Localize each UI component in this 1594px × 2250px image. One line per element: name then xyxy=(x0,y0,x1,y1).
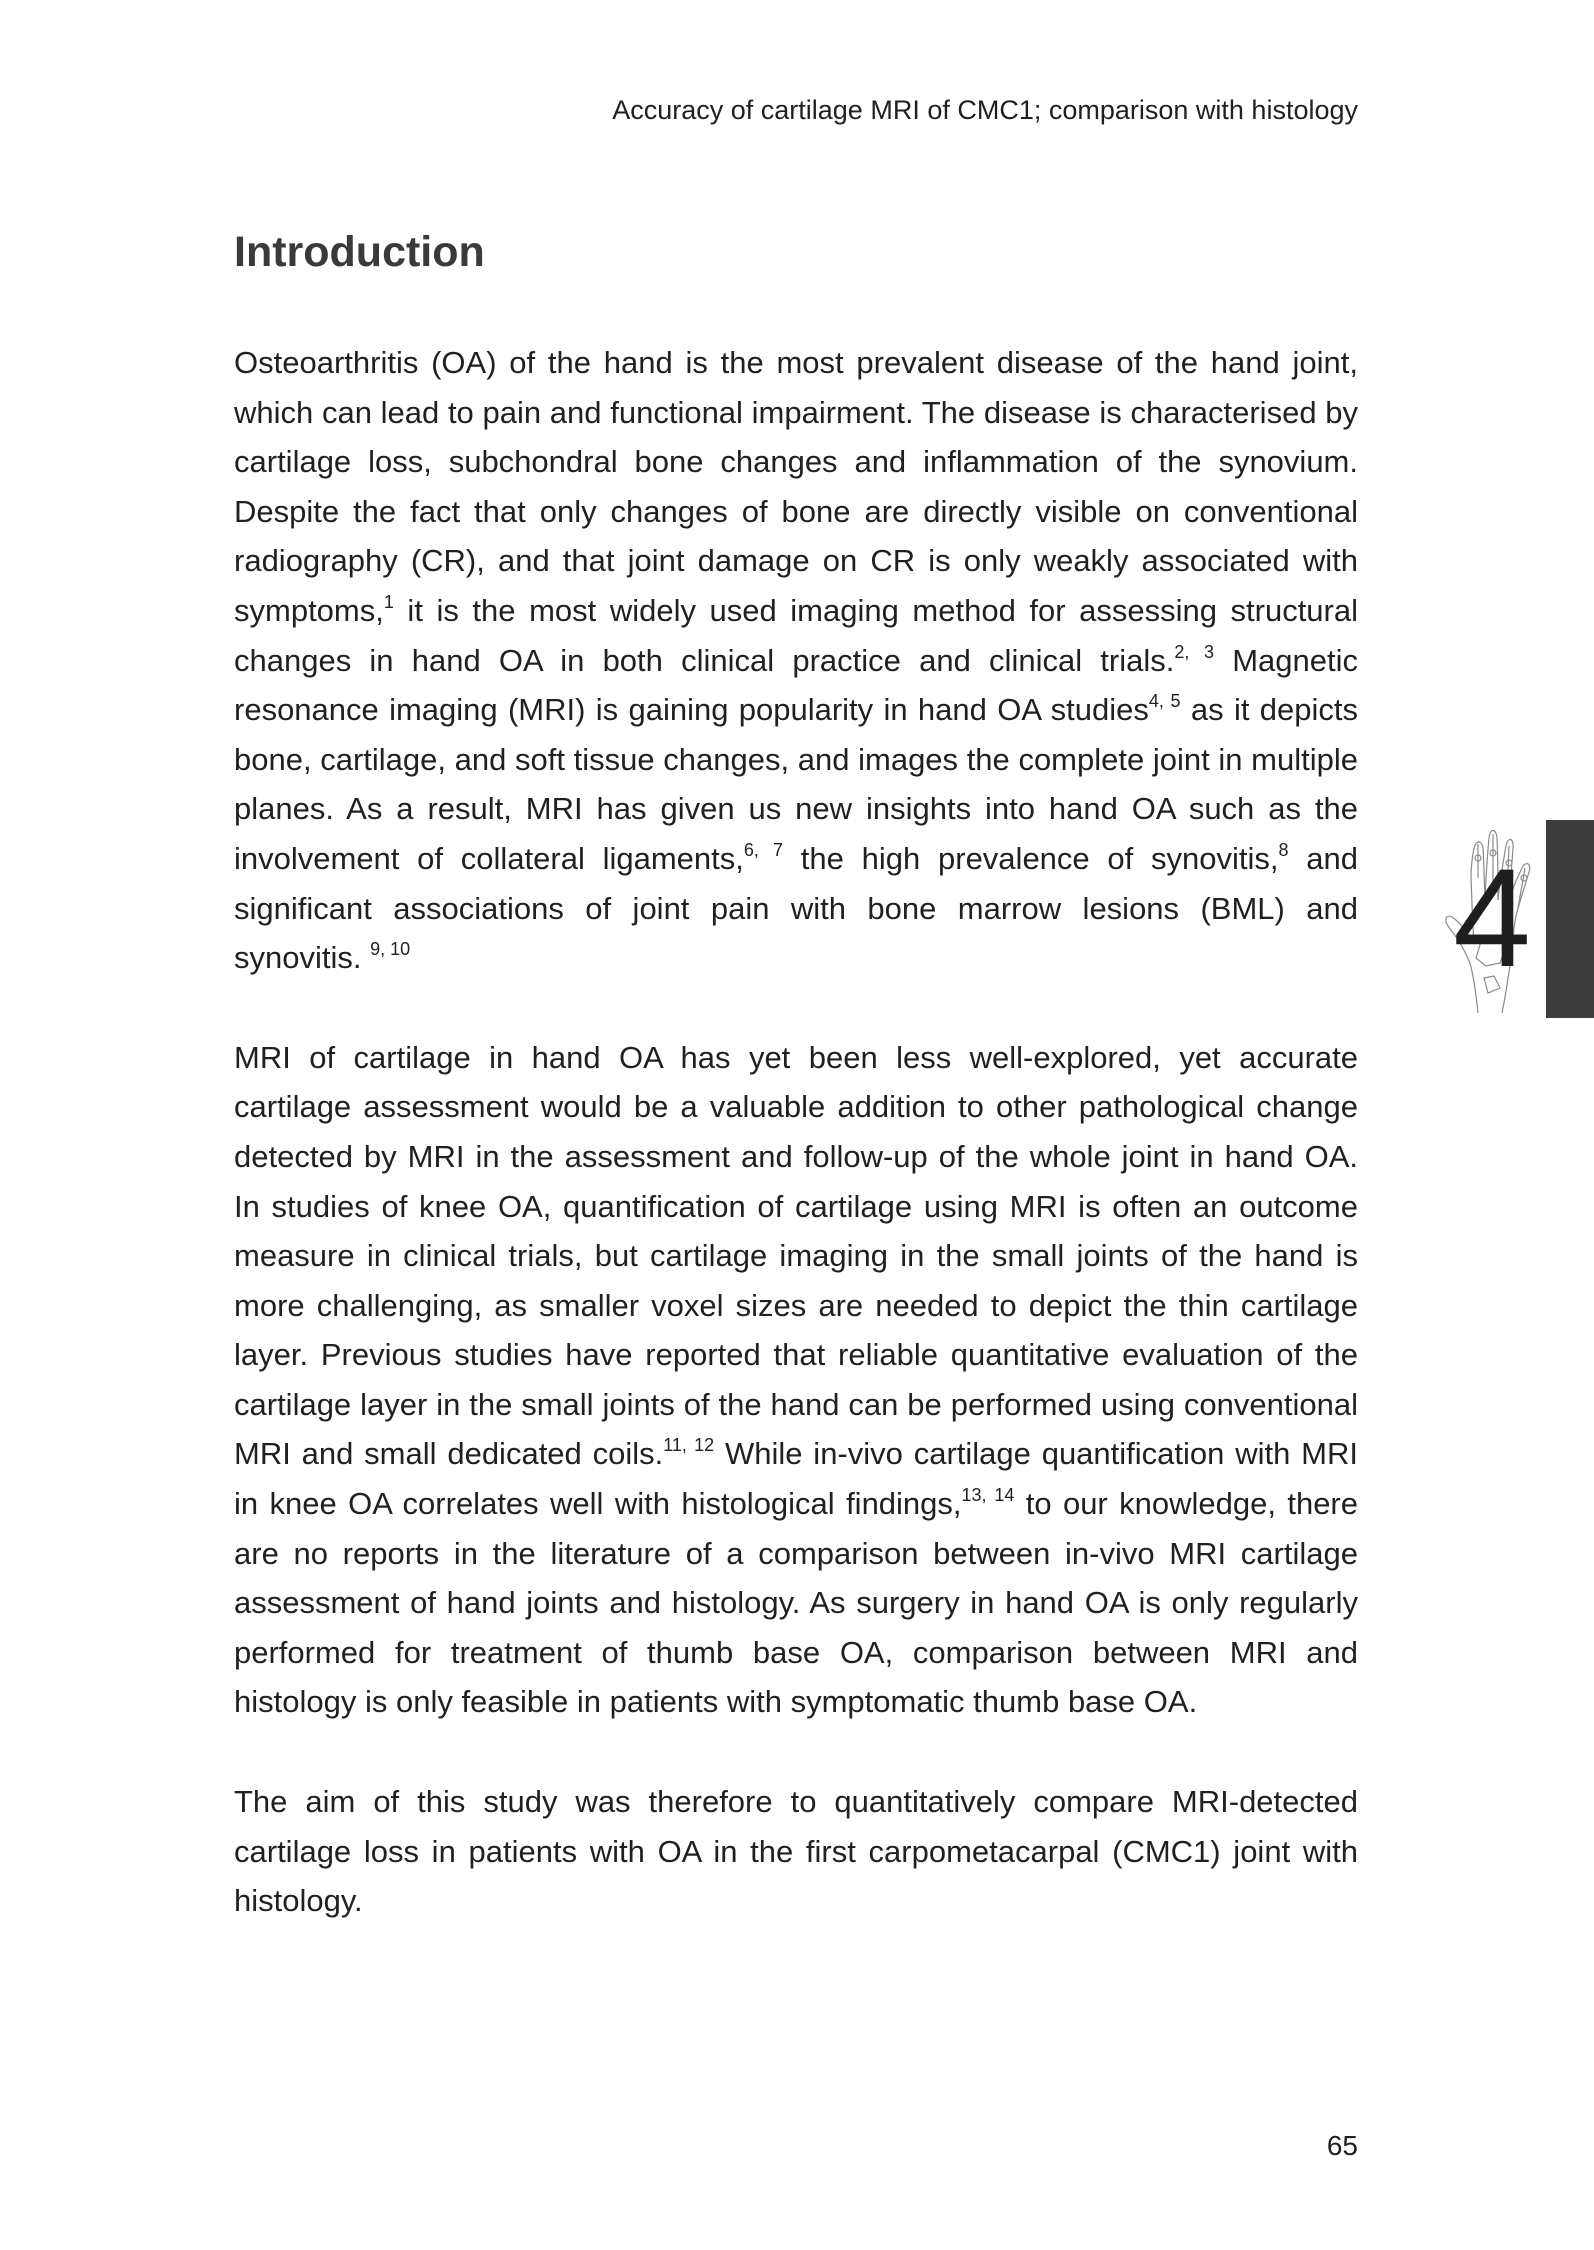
citation-superscript: 1 xyxy=(383,591,394,612)
citation-superscript: 9, 10 xyxy=(370,939,411,960)
citation-superscript: 2, 3 xyxy=(1174,641,1214,662)
page-number: 65 xyxy=(1326,2130,1358,2161)
paragraph-text: Magnetic resonance imaging (MRI) is gaining popularity in hand OA studies xyxy=(234,642,1358,728)
citation-superscript: 11, 12 xyxy=(663,1435,715,1456)
body-paragraph xyxy=(234,338,1358,983)
running-header: Accuracy of cartilage MRI of CMC1; comparison with histology xyxy=(612,95,1358,125)
body-paragraph xyxy=(234,1033,1358,1727)
citation-superscript: 6, 7 xyxy=(743,839,784,860)
paragraph-text: Osteoarthritis (OA) of the hand is the most prevalent disease of the hand joint, which can lead to pain and functional impairment. The disease is characterised by cartilage loss, subchondral bone changes and inflammation of the synovium. Despite the fact that only changes of bone are directly visible on conventional radiography (CR), and that joint damage on CR is only weakly associated with symptoms, xyxy=(234,345,1358,628)
paragraph-text: MRI of cartilage in hand OA has yet been less well-explored, yet accurate cartilage assessment would be a valuable addition to other pathological change detected by MRI in the assessment and follow-up of the whole joint in hand OA. In studies of knee OA, quantification of cartilage using MRI is often an outcome measure in clinical trials, but cartilage imaging in the small joints of the hand is more challenging, as smaller voxel sizes are needed to depict the thin cartilage layer. Previous studies have reported that reliable quantitative evaluation of the cartilage layer in the small joints of the hand can be performed using conventional MRI and small dedicated coils. xyxy=(234,1039,1358,1472)
citation-superscript: 13, 14 xyxy=(961,1485,1015,1506)
section-heading: Introduction xyxy=(234,228,485,276)
paragraph-text: While in-vivo cartilage quantification with MRI in knee OA correlates well with histological findings, xyxy=(234,1436,1358,1522)
chapter-number: 4 xyxy=(1453,839,1531,996)
chapter-tab xyxy=(1546,820,1594,1018)
paragraph-text: and significant associations of joint pain with bone marrow lesions (BML) and synovitis. xyxy=(234,840,1358,976)
body-text xyxy=(234,338,1358,1976)
paragraph-text: to our knowledge, there are no reports in the literature of a comparison between in-vivo MRI cartilage assessment of hand joints and histology. As surgery in hand OA is only regularly performed for treatment of thumb base OA, comparison between MRI and histology is only feasible in patients with symptomatic thumb base OA. xyxy=(234,1486,1358,1720)
citation-superscript: 4, 5 xyxy=(1148,691,1181,712)
paragraph-text: the high prevalence of synovitis, xyxy=(783,840,1279,876)
body-paragraph xyxy=(234,1777,1358,1926)
paragraph-text: The aim of this study was therefore to quantitatively compare MRI-detected cartilage loss in patients with OA in the first carpometacarpal (CMC1) joint with histology. xyxy=(234,1784,1358,1919)
paragraph-text: as it depicts bone, cartilage, and soft tissue changes, and images the complete joint in multiple planes. As a result, MRI has given us new insights into hand OA such as the involvement of collateral ligaments, xyxy=(234,692,1358,876)
citation-superscript: 8 xyxy=(1278,839,1289,860)
paragraph-text: it is the most widely used imaging method for assessing structural changes in hand OA in both clinical practice and clinical trials. xyxy=(234,592,1358,678)
